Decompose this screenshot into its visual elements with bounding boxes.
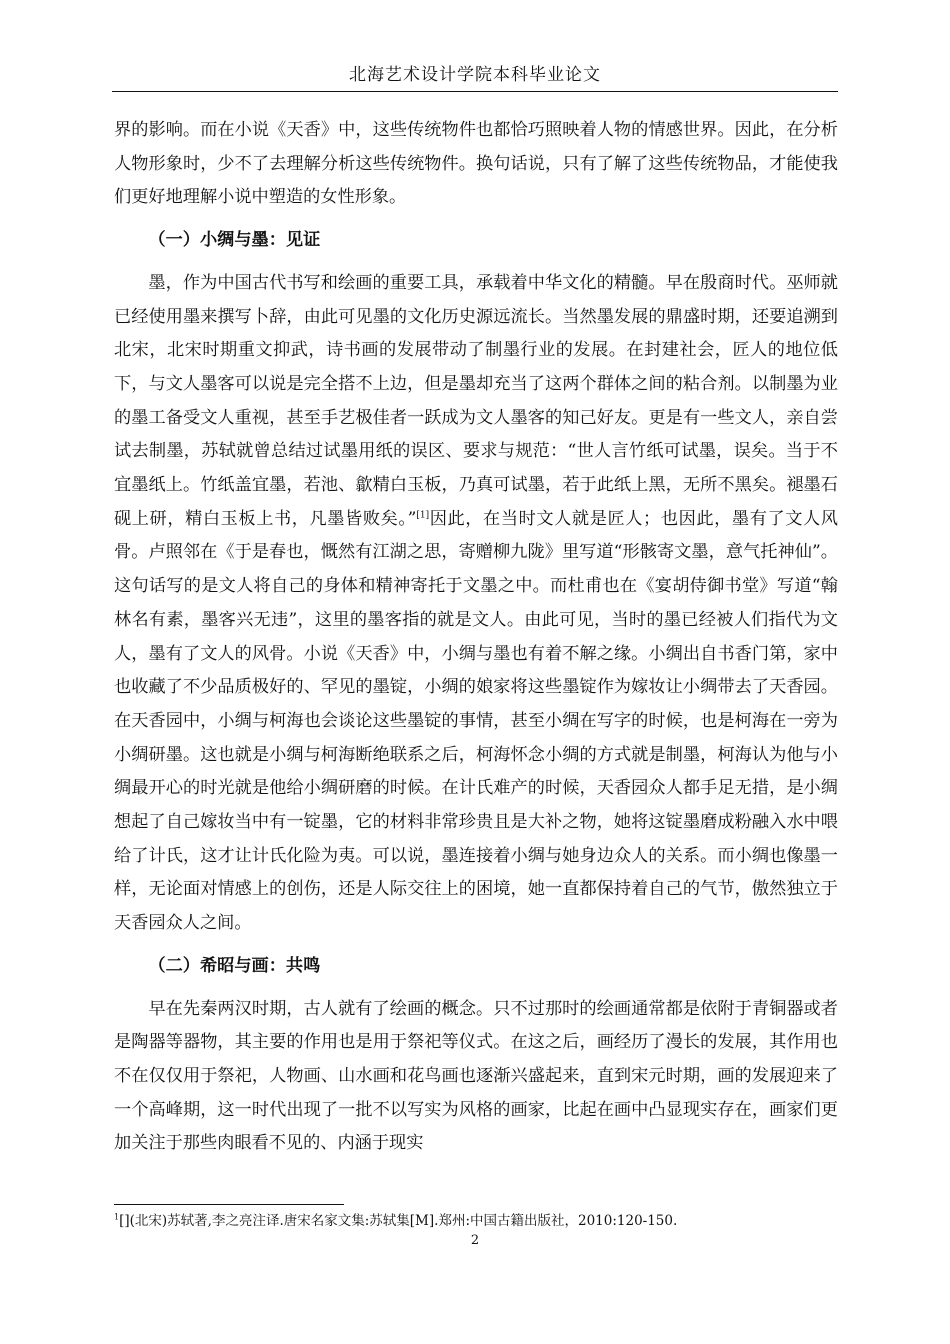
paragraph-painting: 早在先秦两汉时期，古人就有了绘画的概念。只不过那时的绘画通常都是依附于青铜器或者是陶器等器物，其主要的作用也是用于祭祀等仪式。在这之后，画经历了漫长的发展，其作用也不在仅仅用于祭祀，人物画、山水画和花鸟画也逐渐兴盛起来，直到宋元时期，画的发展迎来了一个高峰期，这一时代出现了一批不以写实为风格的画家，比起在画中凸显现实存在，画家们更加关注于那些肉眼看不见的、内涵于现实	[114, 998, 838, 1154]
footnote-text: [](北宋)苏轼著,李之亮注译.唐宋名家文集:苏轼集[M].郑州:中国古籍出版社，2010:120-150.	[119, 1213, 678, 1229]
paragraph-ink	[114, 267, 838, 941]
section-heading-2: （二）希昭与画：共鸣	[148, 955, 321, 976]
footnote-rule	[114, 1204, 344, 1205]
section-heading-1: （一）小绸与墨：见证	[148, 230, 321, 251]
page-number: 2	[470, 1233, 480, 1248]
footnote	[114, 1211, 838, 1231]
paragraph-ink-part-a: 墨，作为中国古代书写和绘画的重要工具，承载着中华文化的精髓。早在殷商时代。巫师就已经使用墨来撰写卜辞，由此可见墨的文化历史源远流长。当然墨发展的鼎盛时期，还要追溯到北宋，北宋时期重文抑武，诗书画的发展带动了制墨行业的发展。在封建社会，匠人的地位低下，与文人墨客可以说是完全搭不上边，但是墨却充当了这两个群体之间的粘合剂。以制墨为业的墨工备受文人重视，甚至手艺极佳者一跃成为文人墨客的知己好友。更是有一些文人，亲自尝试去制墨，苏轼就曾总结过试墨用纸的误区、要求与规范：“世人言竹纸可试墨，误矣。当于不宜墨纸上。竹纸盖宜墨，若池、歙精白玉板，乃真可试墨，若于此纸上黑，无所不黑矣。褪墨石砚上研，精白玉板上书，凡墨皆败矣。”	[114, 272, 838, 529]
running-header: 北海艺术设计学院本科毕业论文	[349, 65, 601, 85]
paragraph-ink-part-b: 因此，在当时文人就是匠人；也因此，墨有了文人风骨。卢照邻在《于是春也，慨然有江湖之思，寄赠柳九陇》里写道“形骸寄文墨，意气托神仙”。这句话写的是文人将自己的身体和精神寄托于文墨之中。而杜甫也在《宴胡侍御书堂》写道“翰林名有素，墨客兴无违”，这里的墨客指的就是文人。由此可见，当时的墨已经被人们指代为文人，墨有了文人的风骨。小说《天香》中，小绸与墨也有着不解之缘。小绸出自书香门第，家中也收藏了不少品质极好的、罕见的墨锭，小绸的娘家将这些墨锭作为嫁妆让小绸带去了天香园。在天香园中，小绸与柯海也会谈论这些墨锭的事情，甚至小绸在写字的时候，也是柯海在一旁为小绸研墨。这也就是小绸与柯海断绝联系之后，柯海怀念小绸的方式就是制墨，柯海认为他与小绸最开心的时光就是他给小绸研磨的时候。在计氏难产的时候，天香园众人都手足无措，是小绸想起了自己嫁妆当中有一锭墨，它的材料非常珍贵且是大补之物，她将这锭墨磨成粉融入水中喂给了计氏，这才让计氏化险为夷。可以说，墨连接着小绸与她身边众人的关系。而小绸也像墨一样，无论面对情感上的创伤，还是人际交往上的困境，她一直都保持着自己的气节，傲然独立于天香园众人之间。	[114, 508, 838, 934]
footnote-reference[interactable]: [1]	[416, 510, 430, 520]
body-text	[114, 114, 838, 1161]
paragraph-continued: 界的影响。而在小说《天香》中，这些传统物件也都恰巧照映着人物的情感世界。因此，在分析人物形象时，少不了去理解分析这些传统物件。换句话说，只有了解了这些传统物品，才能使我们更好地理解小说中塑造的女性形象。	[114, 120, 838, 208]
footnote-mark: 1	[114, 1212, 120, 1222]
header-rule	[112, 91, 838, 92]
